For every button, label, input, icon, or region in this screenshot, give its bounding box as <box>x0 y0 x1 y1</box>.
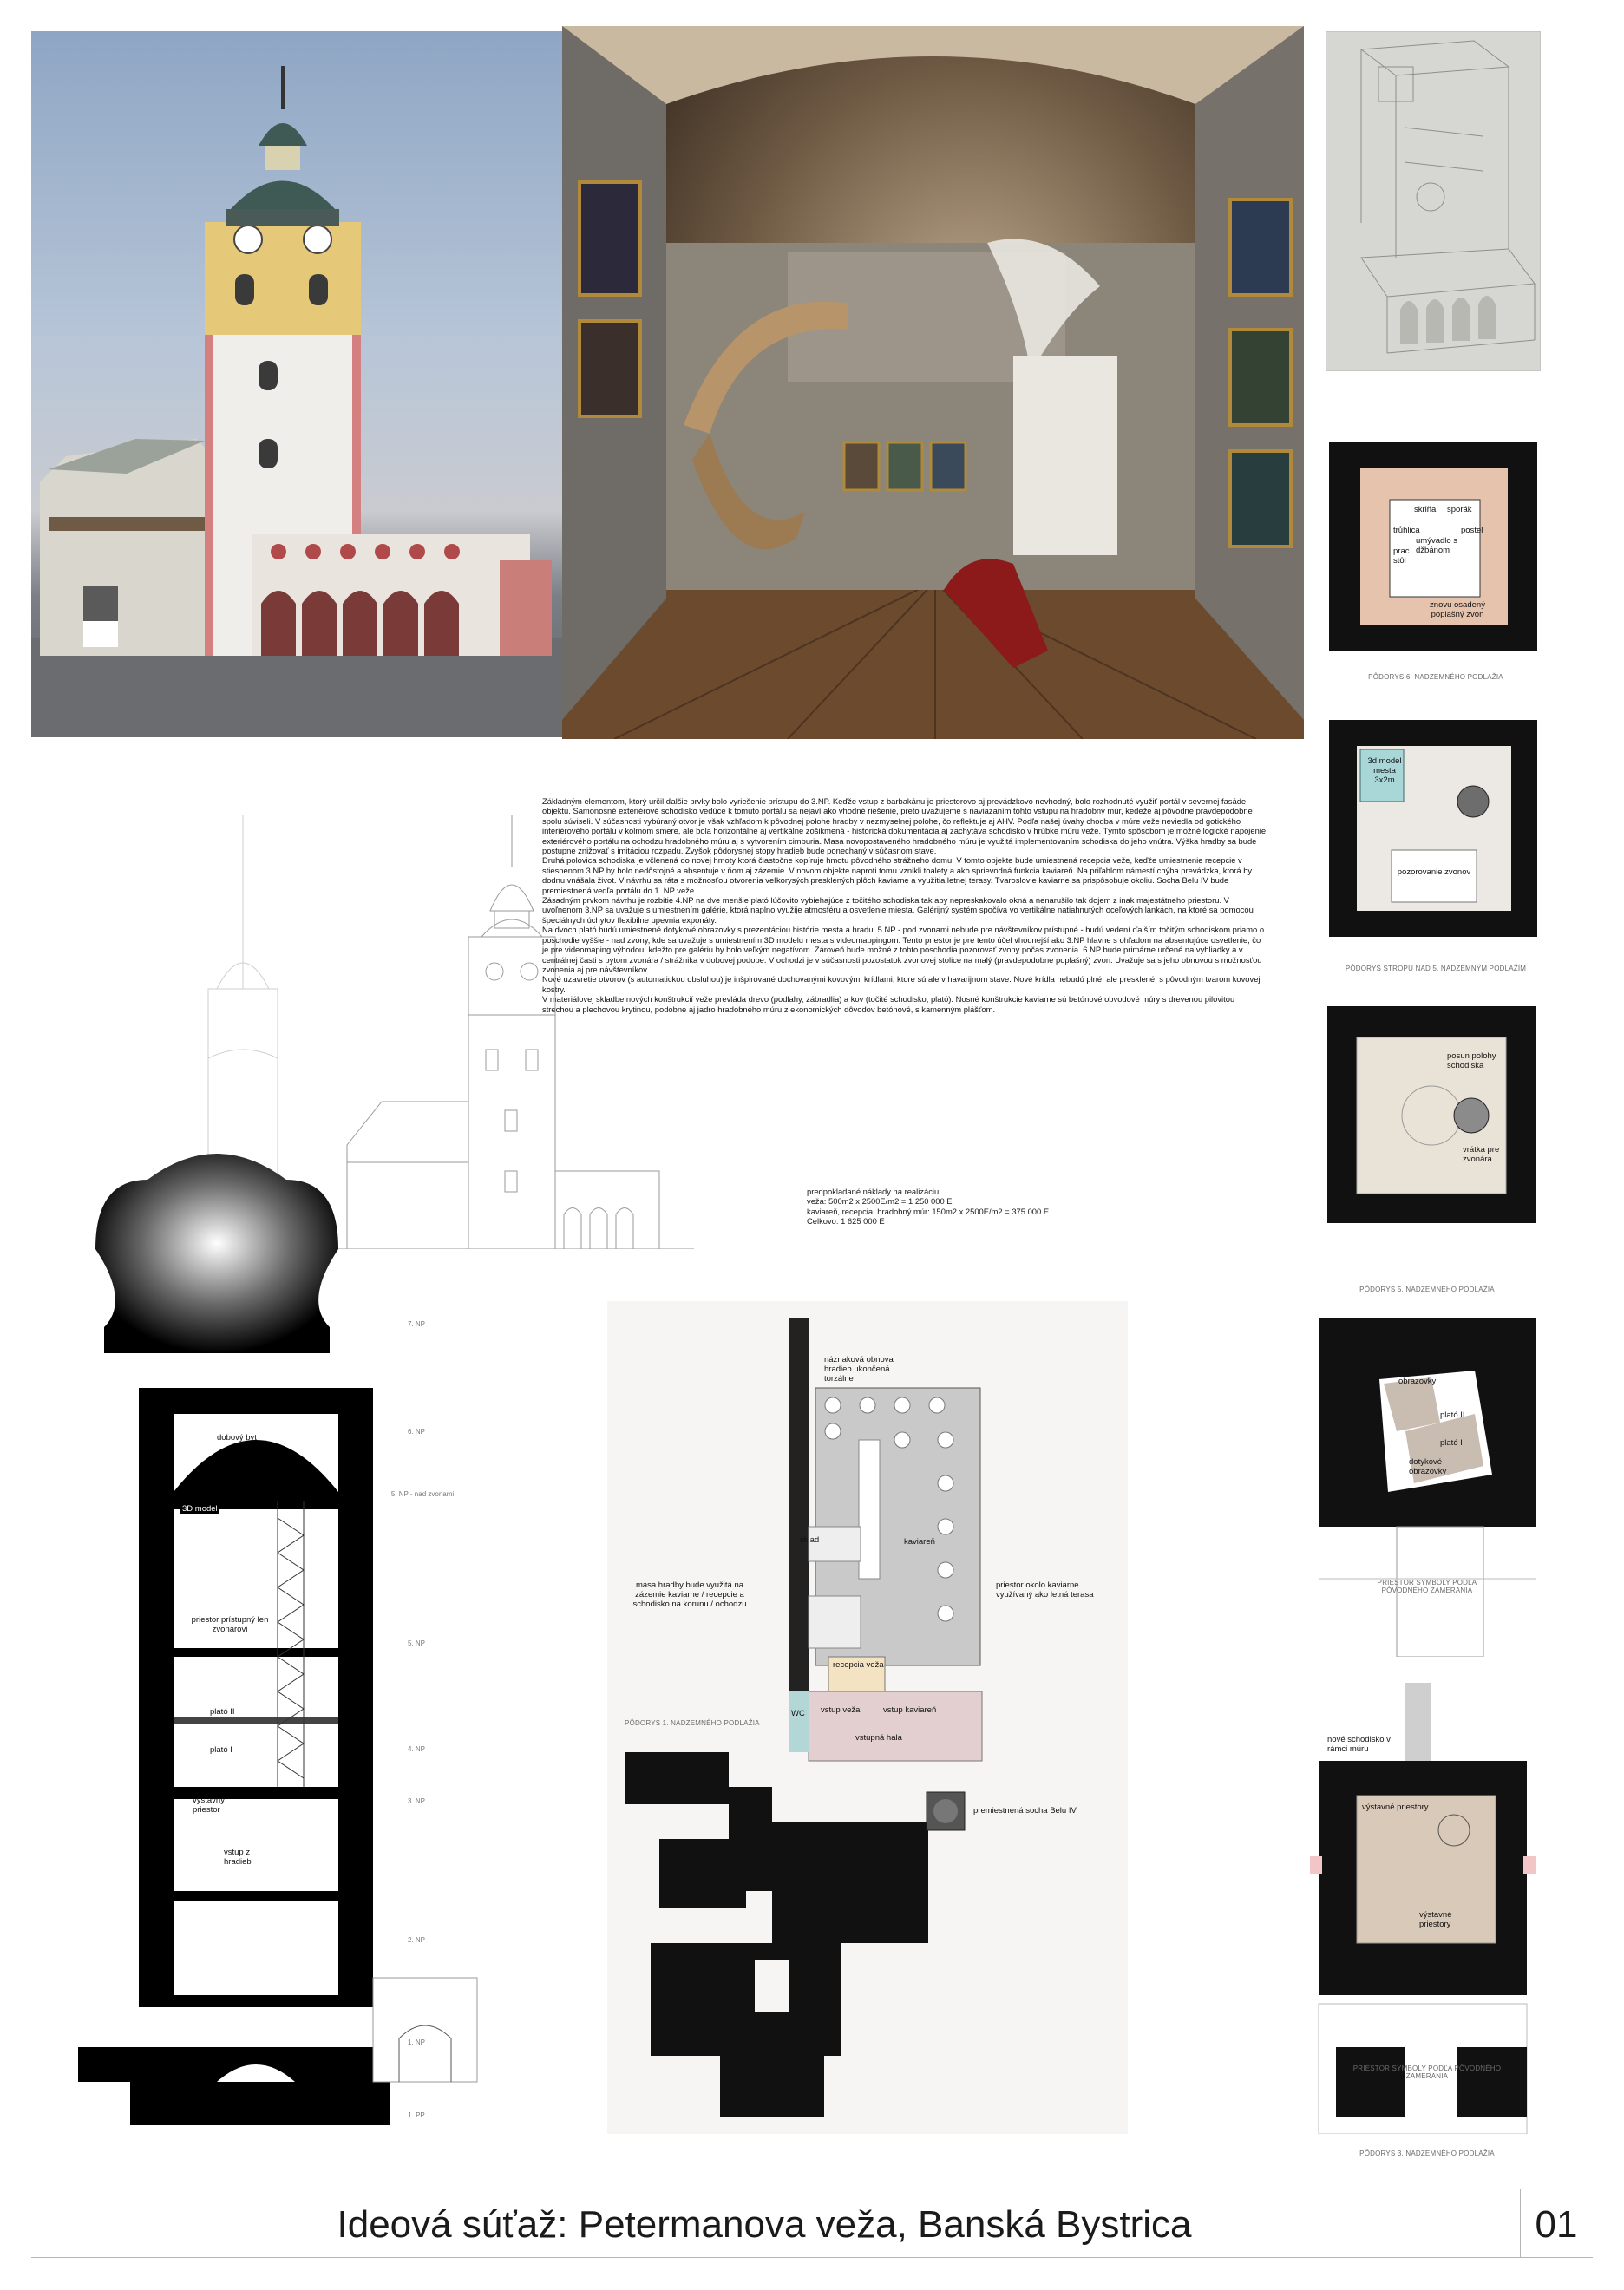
p1-masa: masa hradby bude využitá na zázemie kaviarne / recepcie a schodisko na korunu / ochodzu <box>632 1580 747 1609</box>
plan6-skrina: skriňa <box>1414 505 1437 514</box>
cost-estimate <box>807 1187 1154 1227</box>
page-number: 01 <box>1535 2203 1578 2246</box>
ceiling-3d-model: 3d model mesta 3x2m <box>1367 756 1402 785</box>
plan-ceiling-5-floor <box>1319 720 1553 972</box>
plan4-sublabel: PRIESTOR SYMBOLY PODĽA PÔVODNÉHO ZAMERANIA <box>1377 1579 1477 1594</box>
p1-vstup-veza: vstup veža <box>821 1705 861 1715</box>
floor-2np: 2. NP <box>407 1936 425 1944</box>
plan-1-drawing <box>607 1301 1128 2134</box>
plan-5-floor <box>1301 1006 1553 1301</box>
plan-3-floor <box>1284 1683 1570 2169</box>
interior-illustration <box>562 26 1304 739</box>
section-3d-model: 3D model <box>182 1504 218 1514</box>
footer-bottom-rule <box>31 2257 1593 2258</box>
plan5-posun: posun polohy schodiska <box>1447 1051 1496 1070</box>
floor-5np: 5. NP <box>407 1639 425 1647</box>
p1-wc: WC <box>791 1709 805 1718</box>
p1-vstup-kaviaren: vstup kaviareň <box>883 1705 937 1715</box>
section-vstup-hradieb: vstup z hradieb <box>224 1848 252 1867</box>
cost-line-4: Celkovo: 1 625 000 E <box>807 1216 885 1227</box>
interior-render <box>562 26 1304 739</box>
ceiling-pozorovanie: pozorovanie zvonov <box>1397 867 1471 877</box>
desc-paragraph-2: Druhá polovica schodiska je včlenená do novej hmoty ktorá čiastočne kopíruje hmotu pôvodného strážneho domu. V tomto objekte bude umiestnená recepcia veže, keďže umiestnenie recepcie v stiesnenom 3.NP by bolo nedôstojné a absentuje v ňom aj zázemie. V novom objekte naproti tomu vznikli toalety a ako sprievodná funkcia kaviareň. Na priľahlom námestí chýba prevádzka, ktorá by dodnu vnášala život. V návrhu sa ráta s možnosťou otvorenia veľkorysých presklených plôch kaviarne a využitia letnej terasy. Tvaroslovie kaviarne sa prispôsobuje okoliu. Socha Belu IV bude premiestnená vedľa portálu do 1. NP veže. <box>542 855 1253 895</box>
floor-1pp: 1. PP <box>408 2111 425 2119</box>
p1-terasa: priestor okolo kaviarne využívaný ako letná terasa <box>996 1580 1094 1600</box>
tower-section <box>43 1128 494 2125</box>
section-priestor: priestor prístupný len zvonárovi <box>191 1615 269 1634</box>
floor-3np: 3. NP <box>407 1797 425 1805</box>
section-vystavny: výstavný priestor <box>193 1796 225 1815</box>
plan4-obrazovky-1: dotykové obrazovky <box>1398 1367 1437 1386</box>
ceiling-caption: PÔDORYS STROPU NAD 5. NADZEMNÝM PODLAŽÍM <box>1345 965 1527 972</box>
section-plato-1: plató I <box>210 1745 232 1755</box>
cost-line-3: kaviareň, recepcia, hradobný múr: 150m2 x 2500E/m2 = 375 000 E <box>807 1206 1050 1216</box>
p1-sklad: sklad <box>800 1535 820 1545</box>
plan6-sporak: sporák <box>1447 505 1472 514</box>
floor-5np-nad: 5. NP - nad zvonami <box>390 1490 455 1498</box>
plan4-plato-2: plató II <box>1440 1410 1465 1420</box>
tower-illustration <box>31 31 562 737</box>
p1-hala: vstupná hala <box>855 1733 902 1743</box>
p1-hradby: náznaková obnova hradieb ukončená torzálne <box>824 1355 894 1384</box>
plan6-caption: PÔDORYS 6. NADZEMNÉHO PODLAŽIA <box>1368 673 1503 681</box>
plan6-truhlica: trůhlica <box>1393 526 1420 535</box>
tower-exterior-photo <box>31 31 562 737</box>
section-plato-2: plató II <box>210 1707 235 1717</box>
plan6-postel: posteľ <box>1461 526 1484 535</box>
plan6-zvon: znovu osadený poplašný zvon <box>1430 600 1485 619</box>
floor-6np: 6. NP <box>407 1428 425 1436</box>
cost-line-2: veža: 500m2 x 2500E/m2 = 1 250 000 E <box>807 1196 953 1207</box>
plan-5-drawing <box>1301 1006 1553 1266</box>
p1-recepcia: recepcia veža <box>833 1660 884 1670</box>
section-dobovy-byt: dobový byt <box>217 1433 257 1443</box>
plan4-plato-1: plató I <box>1440 1438 1463 1448</box>
plan-ceiling-drawing <box>1319 720 1553 945</box>
plan6-umyvadlo: umývadlo s džbánom <box>1416 536 1458 555</box>
floor-4np: 4. NP <box>407 1745 425 1753</box>
plan3-sublabel: PRIESTOR SYMBOLY PODĽA PÔVODNÉHO ZAMERANIA <box>1352 2064 1502 2080</box>
desc-paragraph-4: Na dvoch plató budú umiestnené dotykové obrazovky s prezentáciou histórie mesta a hradu. 5.NP - pod zvonami nebude pre návštevníkov prístupné - budú vedení ďalším točitým schodiskom priamo o poschodie vyššie - nad zvony, kde sa uvažuje s umiestnením 3D modelu mesta s videomappingom. Tento priestor je pre tento účel vhodnejší ako 3.NP hlavne s ohľadom na absentujúce osvetlenie, čo je pre videomaping výhodou, kdežto pre galériu by bolo veľkým negatívom. Zároveň bude možné z tohto poschodia pozorovať zvony počas zvonenia. 6.NP bude primárne určené na vyhliadky a v centrálnej časti s bytom zvonára / strážnika v dobovej podobe. V ochodzi je v súčasnosti pozostatok zvonovej stolice na malý (pravdepodobne poplašný) zvon. Uvažuje sa s jeho obnovou s možnosťou zvonenia aj pre návštevníkov. <box>542 925 1265 974</box>
desc-paragraph-3: Zásadným prvkom návrhu je rozbitie 4.NP na dve menšie plató lúčovito vybiehajúce z točitého schodiska tak aby nepreskakovalo okná a nenarušilo tak dojem z inak majestátneho priestoru. V uvoľnenom 3.NP sa uvažuje s umiestnením galérie, ktorá naplno využije atmosféru a osvetlenie miesta. Galérijný systém spočíva vo vertikálne natiahnutých oceľových lankách, na ktoré sa pomocou špeciálnych úchytov flexibilne upevnia exponáty. <box>542 895 1254 925</box>
plan-1-floor <box>607 1301 1128 2134</box>
plan-6-floor <box>1319 434 1553 685</box>
plan3-vystavne-1: výstavné priestory <box>1362 1803 1429 1812</box>
desc-paragraph-1: Základným elementom, ktorý určil ďalšie prvky bolo vyriešenie prístupu do 3.NP. Keďže vstup z barbakánu je priestorovo aj prevádzkovo nevhodný, bolo rozhodnuté využiť portál v severnej fasáde objektu. Samonosné exteriérové schodisko vedúce k tomuto portálu sa nejaví ako vhodné riešenie, preto uvažujeme s naviazaním tohto vstupu na hradobný múr, kedeže aj pôvodne pravdepodobne spolu súviseli. V súčasnosti vybúraný otvor je však vzhľadom k pôvodnej polohe hradby v nezmyselnej polohe, čo reflektuje aj AHV. Podľa našej úvahy chodba v múre veže neviedla od gotického interiérového portálu v kolmom smere, ale bola horizontálne aj vertikálne zošikmená - historická dokumentácia aj zachytáva schodisko v hrúbke múru veže. Týmto spôsobom je možné logické napojenie exteriérového portálu na ochodzu hradobného múru aj s vytvorením cimburia. Masa novopostaveného hradobného múru je využitá implementovaním schodiska do jeho vnútra. Výška hradby sa bude postupne znižovať s imitáciou rozpadu. Zvyšok pôdorysnej stopy hradieb bude ponechaný v súčasnom stave. <box>542 796 1267 856</box>
plan5-caption: PÔDORYS 5. NADZEMNÉHO PODLAŽIA <box>1359 1286 1495 1293</box>
floor-7np: 7. NP <box>407 1320 425 1328</box>
desc-paragraph-5: Nové uzavretie otvorov (s automatickou obsluhou) je inšpirované dochovanými kovovými krídlami, ktore sú ale v havarijnom stave. Nové krídla nebudú plné, ale presklené, s pôvodným tvarom kovovej kostry. <box>542 974 1261 994</box>
axonometric-model-render <box>1326 31 1541 371</box>
floor-1np: 1. NP <box>407 2038 425 2046</box>
poster-title: Ideová súťaž: Petermanova veža, Banská Bystrica <box>337 2203 1192 2246</box>
plan4-obrazovky-2: dotykové obrazovky <box>1409 1457 1447 1476</box>
plan6-prac-stol: prac. stôl <box>1393 546 1412 566</box>
p1-kaviaren: kaviareň <box>904 1537 935 1547</box>
plan-4-floor <box>1301 1318 1553 1657</box>
p1-caption: PÔDORYS 1. NADZEMNÉHO PODLAŽIA <box>625 1719 760 1727</box>
plan3-caption: PÔDORYS 3. NADZEMNÉHO PODLAŽIA <box>1359 2149 1495 2157</box>
plan3-schodisko: nové schodisko v rámci múru <box>1327 1735 1391 1754</box>
section-drawing <box>43 1128 494 2125</box>
axonometric-illustration <box>1326 32 1542 372</box>
cost-line-1: predpokladané náklady na realizáciu: <box>807 1187 941 1196</box>
p1-socha: premiestnená socha Belu IV <box>973 1806 1077 1816</box>
plan3-vystavne-2: výstavné priestory <box>1419 1910 1452 1929</box>
desc-paragraph-6: V materiálovej skladbe nových konštrukcií veže prevláda drevo (podlahy, zábradlia) a kov (točité schodisko, plató). Nosné konštrukcie kaviarne sú betónové obvodové múry s drevenou pilovitou strechou a plechovou krytinou, podobne aj jadro hradobného múru z ekonomických dôvodov betónové, s kamenným plášťom. <box>542 994 1235 1014</box>
plan5-vratka: vrátka pre zvonára <box>1463 1145 1500 1164</box>
